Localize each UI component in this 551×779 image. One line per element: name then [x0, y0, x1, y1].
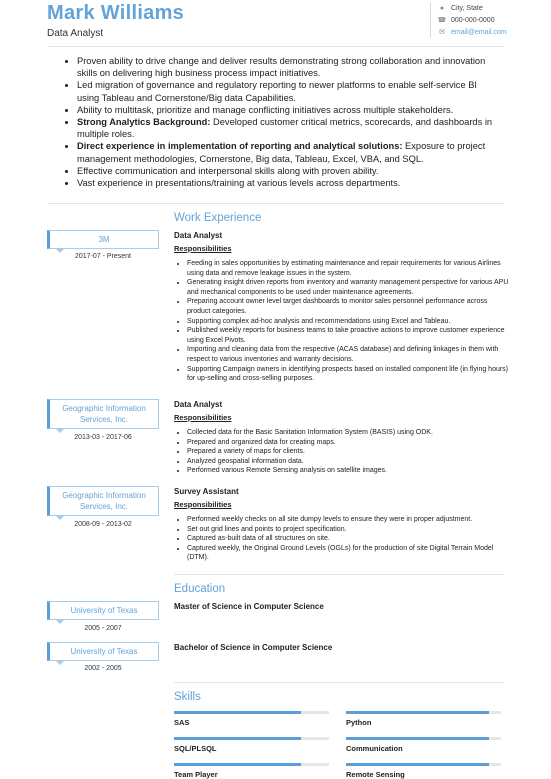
skill-bar-fill — [346, 711, 489, 714]
skill-name: Python — [346, 718, 372, 727]
contact-block — [430, 2, 551, 38]
contact-phone — [437, 14, 551, 26]
duty-item: • Preparing account owner level target dashboards to monitor sales personnel performance across product categories. — [187, 297, 512, 316]
summary-item: • Led migration of governance and regulatory reporting to newer platforms to enable self-service BI using Tableau and Cornerstone/Big data Capabilities. — [77, 79, 497, 103]
job-title: Data Analyst — [174, 231, 223, 240]
candidate-name: Mark Williams — [47, 2, 185, 24]
school-tag: University of Texas — [47, 601, 159, 620]
summary-item: • Strong Analytics Background: Developed customer critical metrics, scorecards, and dashboards in multiple roles. — [77, 116, 497, 140]
skill-bar-fill — [174, 737, 301, 740]
job-dates: 2013-03 - 2017-06 — [74, 434, 132, 441]
education-dates: 2005 - 2007 — [84, 625, 122, 632]
company-tag: Geographic Information Services, Inc. — [47, 399, 159, 429]
job-dates: 2008-09 - 2013-02 — [74, 521, 132, 528]
skills-heading: Skills — [174, 691, 201, 703]
candidate-title: Data Analyst — [47, 28, 104, 39]
duties-list — [178, 428, 512, 476]
duty-item: • Prepared a variety of maps for clients. — [187, 447, 512, 457]
work-divider — [174, 574, 505, 575]
company-tag: 3M — [47, 230, 159, 249]
skill-name: Team Player — [174, 770, 218, 779]
contact-phone-text: 000-000-0000 — [451, 16, 495, 24]
envelope-icon: ✉ — [439, 29, 445, 36]
skill-bar-fill — [346, 737, 489, 740]
duty-item: • Captured as-built data of all structures on site. — [187, 534, 512, 544]
map-pin-icon: ● — [439, 4, 445, 12]
education-divider — [174, 682, 505, 683]
duty-item: • Feeding in sales opportunities by estimating maintenance and repair requirements for various Airlines using data and remove leakage issues in the system. — [187, 259, 512, 278]
education-heading: Education — [174, 583, 226, 595]
duty-item: • Supporting complex ad-hoc analysis and recommendations using Excel and Tableau. — [187, 317, 512, 327]
summary-item: • Vast experience in presentations/training at various levels across departments. — [77, 177, 497, 189]
summary-item: • Direct experience in implementation of reporting and analytical solutions: Exposure to project management methodologies, Cornerstone, Big data, Tableau, Excel, VBA, and SQL. — [77, 140, 497, 164]
duty-item: • Published weekly reports for business teams to take proactive actions to improve customer experience using Excel Pivots. — [187, 326, 512, 345]
duties-list — [178, 515, 512, 563]
job-dates: 2017-07 - Present — [74, 253, 132, 260]
skill-bar — [346, 711, 501, 714]
duty-item: • Supporting Campaign owners in identifying prospects based on installed component life (in flying hours) for up-selling and cross-selling purposes. — [187, 365, 512, 384]
duty-item: • Importing and cleaning data from the respective (ACAS database) and defining linkages in them with respect to various inventories and warranty decisions. — [187, 345, 512, 364]
header-divider — [47, 46, 505, 47]
duty-item: • Prepared and organized data for creating maps. — [187, 438, 512, 448]
skill-bar — [174, 763, 329, 766]
summary-item: • Effective communication and interpersonal skills along with proven ability. — [77, 165, 497, 177]
summary-divider — [47, 203, 505, 204]
skill-bar-fill — [174, 763, 301, 766]
skill-bar — [174, 737, 329, 740]
skill-name: SAS — [174, 718, 190, 727]
contact-email[interactable] — [437, 26, 551, 38]
skill-bar-fill — [346, 763, 489, 766]
skill-name: SQL/PLSQL — [174, 744, 217, 753]
job-title: Survey Assistant — [174, 487, 239, 496]
summary-item: • Ability to multitask, prioritize and manage conflicting initiatives across multiple stakeholders. — [77, 104, 497, 116]
duty-item: • Analyzed geospatial information data. — [187, 457, 512, 467]
duties-list — [178, 259, 512, 384]
skill-name: Communication — [346, 744, 403, 753]
skill-bar — [346, 763, 501, 766]
education-dates: 2002 - 2005 — [84, 665, 122, 672]
phone-icon: ☎ — [437, 17, 447, 24]
contact-email-link[interactable]: email@email.com — [451, 28, 507, 36]
responsibilities-label: Responsibilities — [174, 244, 232, 253]
degree-title: Bachelor of Science in Computer Science — [174, 643, 333, 652]
contact-location — [437, 2, 551, 14]
contact-location-text: City, State — [451, 4, 483, 12]
summary-item: • Proven ability to drive change and deliver results demonstrating strong collaboration and innovation skills on delivering high business process impact initiatives. — [77, 55, 497, 79]
job-title: Data Analyst — [174, 400, 223, 409]
duty-item: • Collected data for the Basic Sanitation Information System (BASIS) using ODK. — [187, 428, 512, 438]
degree-title: Master of Science in Computer Science — [174, 602, 324, 611]
skill-name: Remote Sensing — [346, 770, 405, 779]
duty-item: • Generating insight driven reports from inventory and warranty management perspective for various APU and mechanical components to be used under maintenance agreements. — [187, 278, 512, 297]
skill-bar-fill — [174, 711, 301, 714]
duty-item: • Set out grid lines and points to project specification. — [187, 525, 512, 535]
summary-list — [63, 55, 497, 189]
duty-item: • Performed various Remote Sensing analysis on satellite images. — [187, 466, 512, 476]
responsibilities-label: Responsibilities — [174, 500, 232, 509]
responsibilities-label: Responsibilities — [174, 413, 232, 422]
work-experience-heading: Work Experience — [174, 212, 262, 224]
school-tag: University of Texas — [47, 642, 159, 661]
duty-item: • Performed weekly checks on all site dumpy levels to ensure they were in proper adjustment. — [187, 515, 512, 525]
duty-item: • Captured weekly, the Original Ground Levels (OGLs) for the production of site Digital Terrain Model (DTM). — [187, 544, 512, 563]
skill-bar — [174, 711, 329, 714]
company-tag: Geographic Information Services, Inc. — [47, 486, 159, 516]
skill-bar — [346, 737, 501, 740]
